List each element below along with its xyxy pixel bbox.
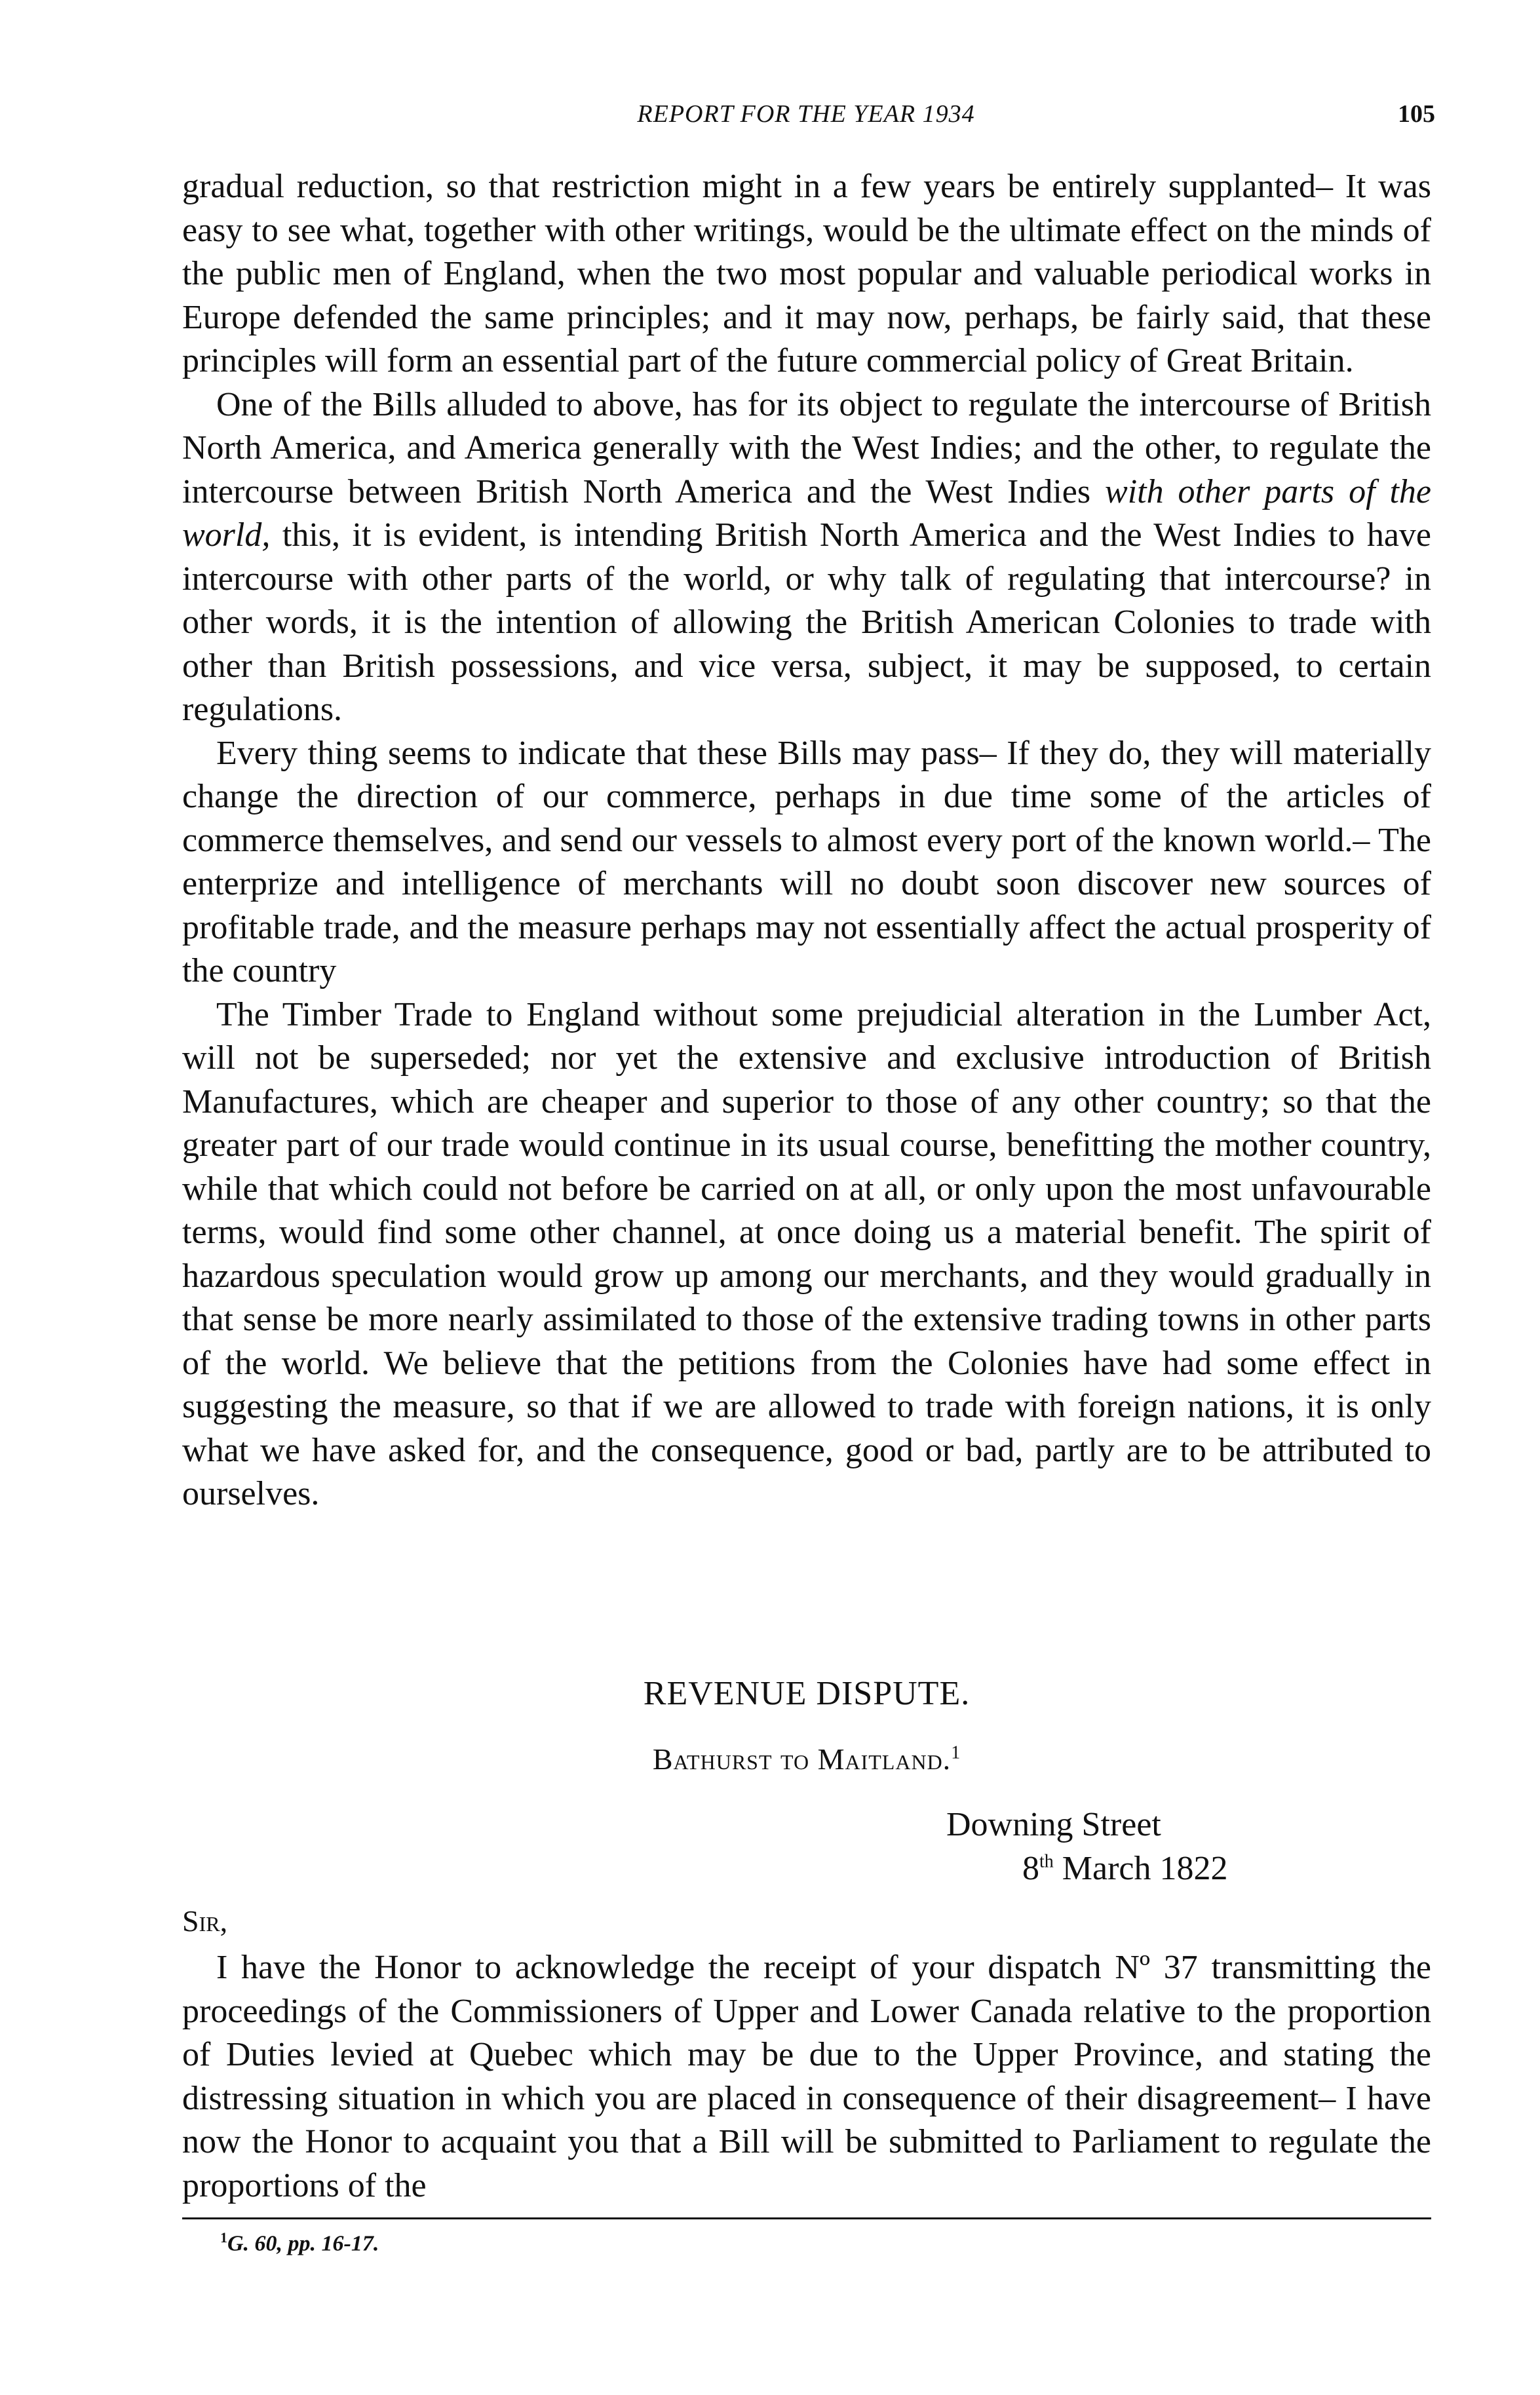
paragraph-4-part-1: The Timber Trade to England without some prejudicial alteration in the Lumber Act, will not be superseded; nor yet the extensive and exclusive introduction of British Manufactures, which are cheaper and superior to those of any other country; so that the greater part of our trade would continue in its usual course, benefitting the mother country, while that which could not before be carried on at all, or only upon the most unfavourable terms, would find some other channel, at once doing us a material benefit. The spirit of hazardous speculation would grow up among our merchants, and they would gradually in that sense be more nearly assimilated to those of the extensive trading towns in other parts of the world. We believe that the petitions from the Colonies have had some effect in suggesting the measure, so that if we are allowed to trade with foreign nations, it is only what we have asked for, and the consequence, good or bad, partly are to be attributed to ourselves. <box>182 995 1431 1512</box>
section-heading: REVENUE DISPUTE. <box>643 1675 971 1712</box>
paragraph-2-part-1: One of the Bills alluded to above, has for its object to regulate the intercourse of British North America, and America generally with the West Indies; and the other, to regulate the intercourse between British North America and the West Indies <box>182 385 1431 510</box>
footnote-text: G. 60, pp. 16-17. <box>227 2231 379 2256</box>
paragraph-2-part-3: this, it is evident, is intending British North America and the West Indies to have intercourse with other parts of the world, or why talk of regulating that intercourse? in other words, it is the intention of allowing the British American Colonies to trade with other than British possessions, and vice versa, subject, it may be supposed, to certain regulations. <box>182 516 1431 728</box>
body-text <box>182 165 1431 1516</box>
letter-heading-text: Bathurst to Maitland. <box>652 1742 952 1776</box>
dateline-day-suffix: th <box>1039 1851 1054 1872</box>
page-number: 105 <box>1398 100 1435 128</box>
running-header <box>177 100 1435 132</box>
dateline-day: 8 <box>1022 1850 1039 1887</box>
paragraph-1 <box>182 165 1431 383</box>
letter-heading-footnote-ref: 1 <box>951 1742 961 1763</box>
running-title: REPORT FOR THE YEAR 1934 <box>637 100 975 128</box>
dateline-place: Downing Street <box>946 1806 1161 1843</box>
paragraph-1-part-1: gradual reduction, so that restriction might in a few years be entirely supplanted– It was easy to see what, together with other writings, would be the ultimate effect on the minds of the public men of England, when the two most popular and valuable periodical works in Europe defended the same principles; and it may now, perhaps, be fairly said, that these principles will form an essential part of the future commercial policy of Great Britain. <box>182 168 1431 379</box>
paragraph-2-part-2: with other parts of the world, <box>182 472 1431 554</box>
paragraph-2 <box>182 383 1431 732</box>
paragraph-3-part-1: Every thing seems to indicate that these Bills may pass– If they do, they will materially change the direction of our commerce, perhaps in due time some of the articles of commerce themselves, and send our vessels to almost every port of the known world.– The enterprize and intelligence of merchants will no doubt soon discover new sources of profitable trade, and the measure perhaps may not essentially affect the actual prosperity of the country <box>182 734 1431 989</box>
footnote-rule <box>182 2217 1431 2219</box>
footnote-marker: 1 <box>220 2229 227 2246</box>
letter-body <box>182 1946 1431 2208</box>
paragraph-4 <box>182 993 1431 1516</box>
paragraph-3 <box>182 732 1431 993</box>
dateline-date <box>1022 1849 1228 1888</box>
letter-heading <box>182 1742 1431 1776</box>
dateline-rest: March 1822 <box>1053 1850 1228 1887</box>
footnote <box>220 2229 379 2256</box>
salutation: Sir, <box>182 1904 228 1938</box>
letter-paragraph: I have the Honor to acknowledge the receipt of your dispatch Nº 37 transmitting the proceedings of the Commissioners of Upper and Lower Canada relative to the proportion of Duties levied at Quebec which may be due to the Upper Province, and stating the distressing situation in which you are placed in consequence of their disagreement– I have now the Honor to acquaint you that a Bill will be submitted to Parliament to regulate the proportions of the <box>182 1949 1431 2204</box>
